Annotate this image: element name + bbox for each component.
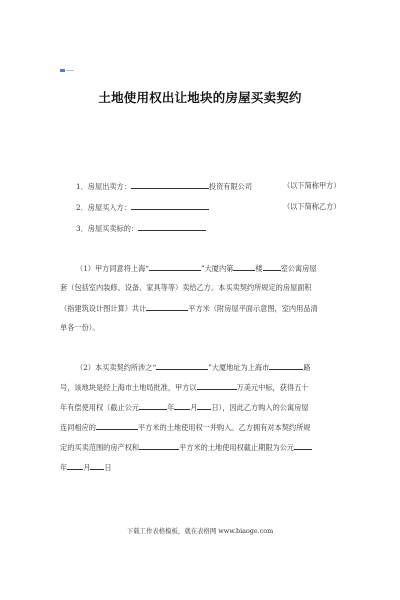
clause2-text-j: 连同相应的	[60, 423, 96, 432]
clause1-line1	[76, 263, 317, 273]
seller-line	[76, 181, 252, 191]
seller-label: 1．房屋出卖方：	[76, 182, 131, 191]
object-blank[interactable]	[138, 223, 206, 231]
buyer-name-blank[interactable]	[131, 202, 209, 210]
document-title: 土地使用权出让地块的房屋买卖契约	[98, 90, 302, 105]
clause1-text-e: （指建筑设计图计算）共计	[60, 304, 147, 313]
clause1-line3	[60, 303, 318, 313]
seller-name-blank[interactable]	[131, 181, 209, 189]
term-month-blank[interactable]	[67, 462, 83, 470]
clause2-text-f: 年有偿使用权（截止公元	[60, 403, 140, 412]
clause2-text-n: 年	[60, 463, 68, 472]
object-label: 3．房屋买卖标的：	[76, 224, 139, 233]
clause1-text-d: 室公寓房屋	[280, 264, 317, 273]
buyer-alias: （以下简称乙方）	[283, 202, 341, 211]
room-blank[interactable]	[263, 263, 281, 271]
building2-name-blank[interactable]	[156, 362, 208, 370]
clause2-text-e: 万美元中标，获得五十	[236, 383, 309, 392]
road-blank[interactable]	[269, 362, 303, 370]
clause2-line2	[60, 382, 308, 392]
clause2-line4	[60, 422, 310, 432]
end-year-blank[interactable]	[139, 402, 167, 410]
clause1-line4: 单各一份）。	[60, 323, 100, 332]
clause2-text-a: （2）本买卖契约所涉之“	[76, 363, 157, 372]
clause2-text-i: 日），因此乙方购入的公寓房屋	[211, 403, 309, 412]
clause2-line3	[60, 402, 309, 412]
area-blank[interactable]	[146, 303, 188, 311]
clause2-text-p: 日	[104, 463, 112, 472]
clause1-text-c: 楼	[255, 264, 263, 273]
buyer-label: 2．房屋买入方：	[76, 203, 131, 212]
clause2-line6	[60, 462, 112, 472]
clause2-line5	[60, 442, 312, 452]
clause2-text-o: 月	[83, 463, 91, 472]
seller-suffix: 投资有限公司	[208, 182, 253, 191]
clause2-text-l: 定的买卖范围的房产权和	[60, 443, 140, 452]
object-line	[76, 223, 206, 233]
term-year-blank[interactable]	[294, 442, 312, 450]
clause2-text-g: 年	[167, 403, 175, 412]
floor-blank[interactable]	[233, 263, 255, 271]
clause1-text-a: （1）甲方同意将上海“	[76, 264, 149, 273]
footer-text: 下载工作表格模板，就在表格网 www.biaoge.com	[126, 527, 274, 535]
land-area2-blank[interactable]	[139, 442, 179, 450]
end-day-blank[interactable]	[197, 402, 211, 410]
seller-alias: （以下简称甲方）	[283, 181, 341, 190]
building-name-blank[interactable]	[149, 263, 201, 271]
clause2-text-b: ”大厦地址为上海市	[208, 363, 270, 372]
clause1-text-f: 平方米（附房屋平面示意图，室内用品清	[188, 304, 318, 313]
end-month-blank[interactable]	[174, 402, 190, 410]
clause2-text-d: 号，该地块是经上海市土地局批准，甲方以	[60, 383, 197, 392]
clause2-text-m: 平方米的土地使用权截止期限为公元	[179, 443, 295, 452]
clause2-text-c: 路	[303, 363, 311, 372]
bid-amount-blank[interactable]	[197, 382, 237, 390]
buyer-line	[76, 202, 209, 212]
clause1-text-b: ”大厦内第	[200, 264, 234, 273]
clause2-line1	[76, 362, 311, 372]
term-day-blank[interactable]	[90, 462, 104, 470]
logo-icon	[60, 69, 74, 72]
clause2-text-h: 月	[190, 403, 198, 412]
clause1-line2: 套（包括室内装修、设备、家具等等）卖给乙方。本买卖契约所规定的房屋面积	[60, 283, 312, 292]
land-area-blank[interactable]	[96, 422, 138, 430]
clause2-text-k: 平方米的土地使用权一并购入。乙方拥有对本契约所规	[137, 423, 311, 432]
